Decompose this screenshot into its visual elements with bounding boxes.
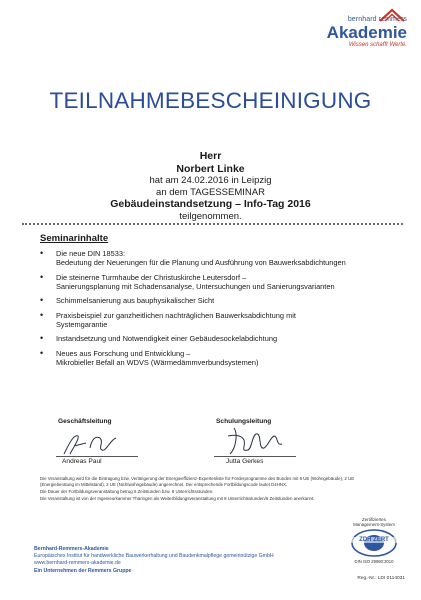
seminar-title: Gebäudeinstandsetzung – Info-Tag 2016 (110, 198, 311, 210)
item-main: Instandsetzung und Notwendigkeit einer Gebäudesockelabdichtung (56, 334, 278, 344)
management-signature (60, 428, 120, 458)
cert-bottom-text: DIN ISO 29990:2010 (354, 559, 394, 564)
fine-print-paragraph: Die Dauer der Fortbildungsveranstaltung betrug 6 Zeitstunden bzw. 8 Unterrichtsstunden. (40, 489, 214, 495)
training-lead-signature-line (214, 456, 296, 457)
footer-website: www.bernhard-remmers-akademie.de (34, 560, 121, 567)
fine-print-paragraph: Die Veranstaltung ist von der Ingenieurkammer Thüringen als Weiterbildungsveranstaltung mit 8 Unterrichtsstunden/6 Zeitstunden anerkannt. (40, 496, 315, 502)
section-heading: Seminarinhalte (40, 233, 109, 244)
item-main: Praxisbeispiel zur ganzheitlichen nachträglichen Bauwerksabdichtung mit (56, 310, 296, 320)
footer-group: Ein Unternehmen der Remmers Gruppe (34, 567, 132, 574)
item-sub: Mikrobieller Befall an WDVS (Wärmedämmverbundsystemen) (56, 357, 259, 367)
footer-org-name: Bernhard-Remmers-Akademie (34, 546, 109, 552)
salutation: Herr (199, 150, 222, 162)
zdh-zert-icon (349, 527, 399, 559)
participant-name: Norbert Linke (176, 162, 245, 175)
document-title: TEILNAHMEBESCHEINIGUNG (49, 88, 372, 113)
closing-text: teilgenommen. (179, 210, 242, 222)
list-item (40, 311, 385, 329)
training-lead-label: Schulungsleitung (216, 418, 272, 425)
dotted-divider (22, 223, 403, 225)
item-main: Die neue DIN 18533: (56, 249, 126, 258)
logo-slogan: Wissen schafft Werte. (348, 42, 407, 48)
management-signature-line (56, 456, 138, 457)
list-item (40, 349, 385, 367)
certification-seal (349, 517, 399, 573)
logo-akademie-text: Akademie (326, 23, 407, 42)
item-main: Neues aus Forschung und Entwicklung – (56, 348, 191, 358)
cert-top-text: Zertifiziertes Management-System (353, 517, 395, 527)
item-main: Die steinerne Turmhaube der Christuskirche Leutersdorf – (56, 272, 247, 282)
fine-print (40, 476, 385, 504)
item-sub: Sanierungsplanung mit Schadensanalyse, Untersuchungen und Sanierungsvarianten (56, 281, 335, 291)
training-lead-signature (222, 424, 286, 458)
logo-brand-text: bernhard remmers (347, 16, 407, 23)
management-name: Andreas Paul (62, 458, 102, 465)
date-location-line: hat am 24.02.2016 in Leipzig (149, 175, 272, 186)
fine-print-paragraph: Die Veranstaltung wird für die Eintragung bzw. Verlängerung der Energieeffizienz-Expertenliste für Förderprogramme des Bundes mit 6 UE (Wohngebäude), 2 UE (Energieberatung im Mittelstand), 2 UE (Nichtwohngebäude) angerechnet. Der entsprechende Fortbildungscode lautet D4HNX. (40, 476, 355, 487)
training-lead-name: Jutta Gerkes (226, 458, 264, 465)
list-item (40, 296, 385, 305)
cert-mark: ZDH ZERT (349, 537, 399, 543)
list-item (40, 273, 385, 291)
list-item (40, 249, 385, 267)
list-item (40, 334, 385, 343)
footer-org-description: Europäisches Institut für handwerkliche Bauwerkerhaltung und Baudenkmalpflege gemeinnützige GmbH (34, 553, 274, 560)
footer (34, 546, 354, 575)
seminar-type: an dem TAGESSEMINAR (156, 186, 265, 198)
roof-logo-icon (379, 8, 405, 22)
item-sub: Bedeutung der Neuerungen für die Planung und Ausführung von Bauwerksabdichtungen (56, 258, 346, 267)
management-label: Geschäftsleitung (58, 418, 112, 425)
participant-block (0, 150, 421, 222)
item-main: Schimmelsanierung aus bauphysikalischer Sicht (56, 296, 215, 306)
akademie-logo (287, 6, 407, 48)
item-sub: Systemgarantie (56, 319, 108, 329)
registration-number: Reg.-Nr.: LDI 0114031 (357, 576, 405, 581)
seminar-content-list (40, 249, 385, 373)
